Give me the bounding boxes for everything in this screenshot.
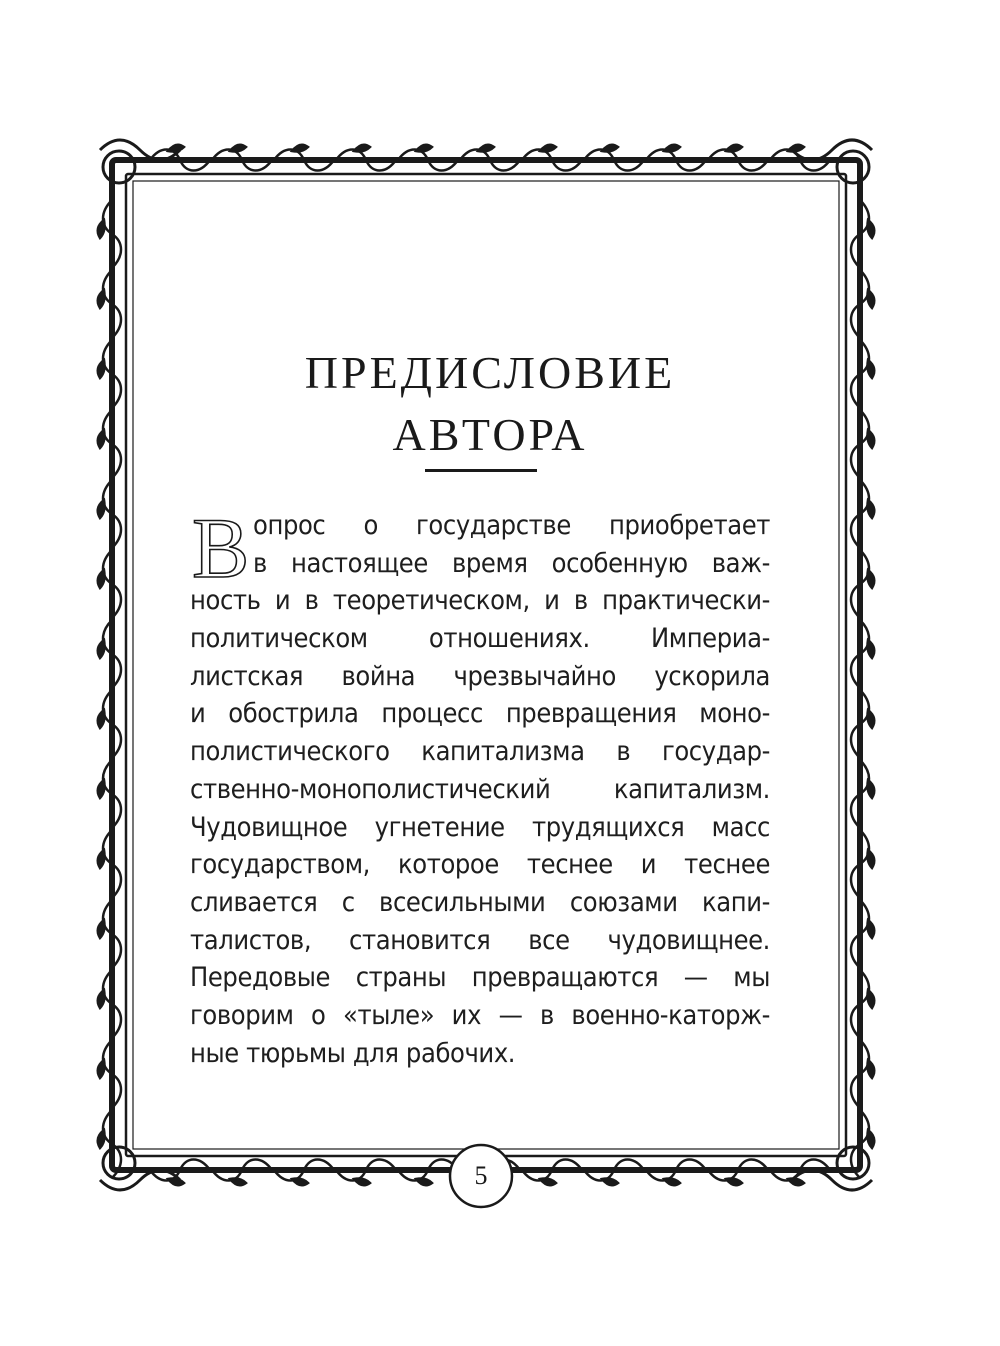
title-divider <box>425 469 537 472</box>
body-line: в настоящее время особенную важ- <box>253 547 770 579</box>
body-line: Передовые страны превращаются — мы <box>190 962 770 994</box>
body-line: ность и в теоретическом, и в практически- <box>190 585 770 617</box>
page-number-badge <box>451 1146 511 1206</box>
body-line: опрос о государстве приобретает <box>253 510 770 541</box>
body-line: полистического капитализма в государ- <box>190 736 770 768</box>
body-line: ственно-монополистический капитализм. <box>190 773 770 805</box>
page-title-line-2: АВТОРА <box>392 409 588 460</box>
body-line: листская война чрезвычайно ускорила <box>190 660 770 692</box>
body-paragraph <box>190 507 770 1072</box>
body-line: государством, которое теснее и теснее <box>190 849 770 881</box>
svg-text:В: В <box>192 509 250 581</box>
body-line: Чудовищное угнетение трудящихся масс <box>190 811 770 843</box>
body-line: талистов, становится все чудовищнее. <box>190 924 770 956</box>
body-line: и обострила процесс превращения моно- <box>190 698 770 730</box>
page-title-line-1: ПРЕДИСЛОВИЕ <box>304 347 676 398</box>
body-line: ные тюрьмы для рабочих. <box>190 1037 516 1069</box>
page-number: 5 <box>474 1161 488 1190</box>
body-line: политическом отношениях. Империа- <box>190 623 770 655</box>
body-line: сливается с всесильными союзами капи- <box>190 886 770 918</box>
body-line: говорим о «тыле» их — в военно-каторж- <box>190 999 770 1031</box>
